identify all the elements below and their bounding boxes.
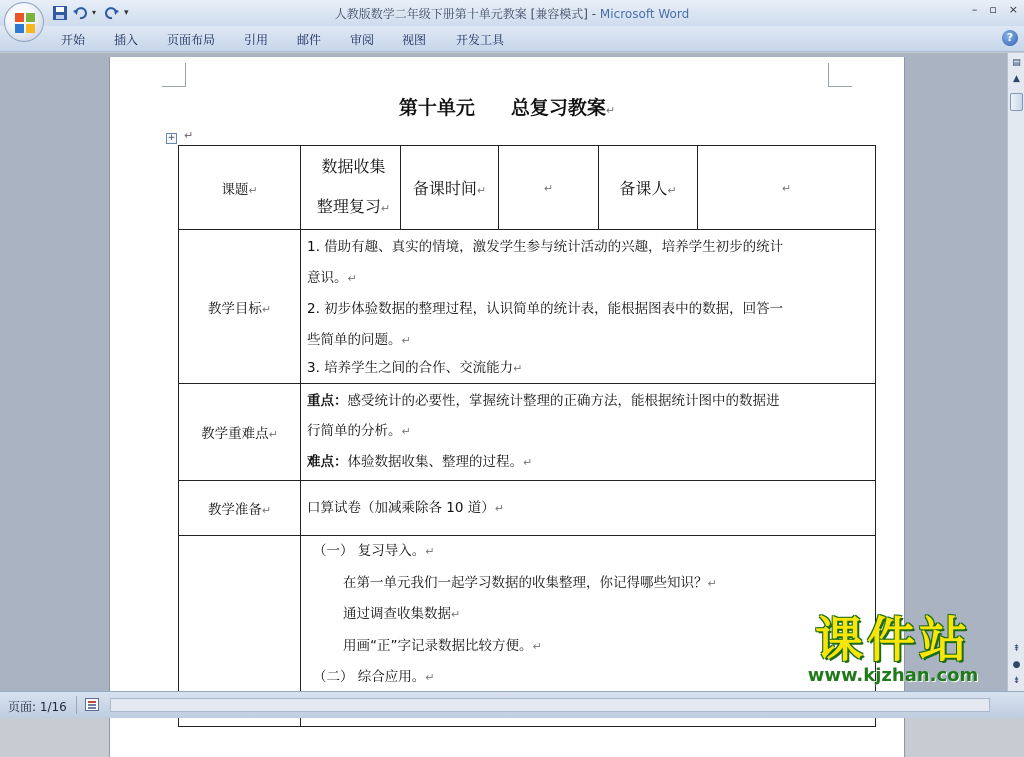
ruler-toggle-icon[interactable]: ▤ <box>1012 58 1021 68</box>
crop-mark-top-left <box>162 63 186 87</box>
minimize-button[interactable]: – <box>971 3 978 16</box>
cell-preparation-content[interactable]: 口算试卷（加减乘除各 10 道）↵ <box>301 481 876 536</box>
tab-view[interactable]: 视图 <box>402 33 427 47</box>
office-logo-icon <box>14 12 36 34</box>
watermark-url: www.kjzhan.com <box>807 665 979 686</box>
tab-page-layout[interactable]: 页面布局 <box>167 33 216 47</box>
status-separator <box>76 696 77 714</box>
cell-topic-label[interactable]: 课题↵ <box>179 146 301 230</box>
cell-objectives-label[interactable]: 教学目标↵ <box>179 230 301 384</box>
next-page-icon[interactable]: ⇟ <box>1012 676 1021 686</box>
tab-references[interactable]: 引用 <box>244 33 269 47</box>
table-move-handle-icon[interactable]: + <box>167 133 176 143</box>
help-icon[interactable]: ? <box>1002 30 1018 46</box>
objective-line: 1. 借助有趣、真实的情境，激发学生参与统计活动的兴趣，培养学生初步的统计 <box>307 239 784 255</box>
title-subject: 总复习教案 <box>510 97 606 119</box>
paragraph-mark: ↵ <box>184 129 194 142</box>
cell-prep-time-label[interactable]: 备课时间↵ <box>401 146 499 230</box>
objective-line: 些简单的问题。↵ <box>307 331 411 348</box>
table-row <box>179 230 876 384</box>
close-button[interactable]: × <box>1008 3 1018 16</box>
process-line: 在第一单元我们一起学习数据的收集整理，你记得哪些知识？↵ <box>343 574 717 591</box>
window-controls <box>972 3 1018 16</box>
table-row <box>179 384 876 481</box>
scroll-up-icon[interactable]: ▲ <box>1013 74 1020 84</box>
cell-key-points-content[interactable] <box>301 384 876 481</box>
tab-mailings[interactable]: 邮件 <box>297 33 322 47</box>
objective-line: 意识。↵ <box>307 269 357 286</box>
document-name: 人教版数学二年级下册第十单元教案 [兼容模式] - <box>334 7 600 21</box>
cell-author-value[interactable]: ↵ <box>698 146 876 230</box>
previous-page-icon[interactable]: ⇞ <box>1012 644 1021 654</box>
watermark-logo <box>776 612 1010 686</box>
paragraph-mark: ↵ <box>605 104 616 117</box>
cell-prep-time-value[interactable]: ↵ <box>499 146 599 230</box>
process-line: （一） 复习导入。↵ <box>313 543 435 559</box>
table-row <box>179 481 876 536</box>
page-count[interactable]: 页面: 1/16 <box>8 700 67 714</box>
cell-objectives-content[interactable] <box>301 230 876 384</box>
office-button[interactable] <box>4 2 44 42</box>
title-bar <box>0 0 1024 26</box>
document-area[interactable] <box>0 53 1007 691</box>
watermark-brand: 课件站 <box>814 612 971 668</box>
tab-insert[interactable]: 插入 <box>114 33 139 47</box>
cell-preparation-label[interactable]: 教学准备↵ <box>179 481 301 536</box>
window-title <box>0 5 1024 22</box>
topic-line-1: 数据收集 <box>321 156 386 176</box>
dropdown-arrow-icon[interactable]: ▾ <box>92 8 97 17</box>
maximize-button[interactable]: ▫ <box>989 3 997 16</box>
cell-topic-value[interactable] <box>301 146 401 230</box>
lesson-plan-table <box>178 145 876 727</box>
cell-author-label[interactable]: 备课人↵ <box>599 146 698 230</box>
vertical-scrollbar[interactable] <box>1007 53 1024 691</box>
title-unit: 第十单元 <box>398 97 475 119</box>
topic-line-2: 整理复习↵ <box>316 196 391 216</box>
objective-line: 3. 培养学生之间的合作、交流能力↵ <box>307 360 523 376</box>
cell-key-points-label[interactable]: 教学重难点↵ <box>179 384 301 481</box>
tab-developer[interactable]: 开发工具 <box>456 33 505 47</box>
horizontal-scrollbar[interactable] <box>110 698 990 712</box>
table-row <box>179 146 876 230</box>
key-point-line: 重点：感受统计的必要性，掌握统计整理的正确方法，能根据统计图中的数据进 <box>307 393 780 409</box>
select-browse-object-icon[interactable]: ● <box>1012 660 1021 670</box>
tab-home[interactable]: 开始 <box>61 33 86 47</box>
process-line: 用画“正”字记录数据比较方便。↵ <box>343 637 542 654</box>
process-line: （二） 综合应用。↵ <box>313 669 435 685</box>
process-line: 通过调查收集数据↵ <box>343 606 461 622</box>
key-point-line: 行简单的分析。↵ <box>307 423 411 439</box>
page-title <box>110 93 904 120</box>
scroll-thumb[interactable] <box>1010 93 1023 111</box>
crop-mark-top-right <box>828 63 852 87</box>
proofing-icon[interactable] <box>85 698 99 711</box>
difficulty-line: 难点：体验数据收集、整理的过程。↵ <box>307 454 533 470</box>
tab-review[interactable]: 审阅 <box>350 33 375 47</box>
customize-toolbar-icon[interactable]: ▾ <box>124 8 129 18</box>
ribbon-tabs <box>0 26 1024 52</box>
status-bar <box>0 691 1024 718</box>
app-name: Microsoft Word <box>599 7 690 21</box>
objective-line: 2. 初步体验数据的整理过程，认识简单的统计表，能根据图表中的数据，回答一 <box>307 301 784 317</box>
